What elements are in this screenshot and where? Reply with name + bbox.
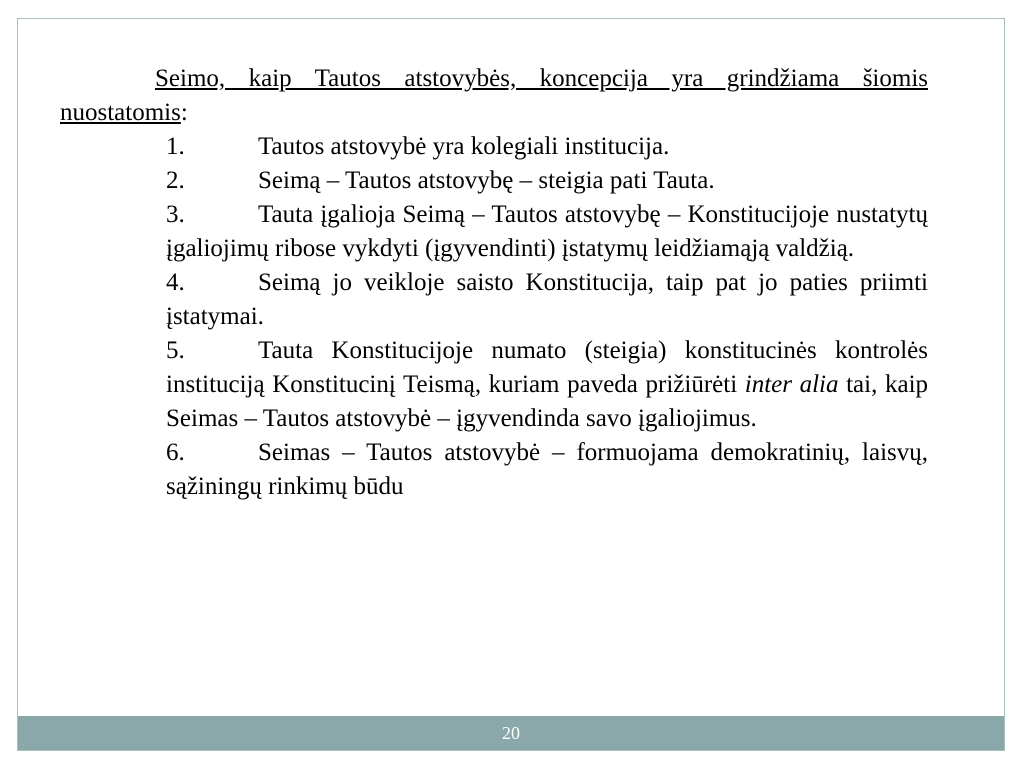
list-item-4 xyxy=(166,266,928,334)
list-number: 4. xyxy=(166,269,185,296)
list-item-text: Seimą – Tautos atstovybę – steigia pati Tauta. xyxy=(258,167,715,194)
list-number: 6. xyxy=(166,439,185,466)
list-item-3 xyxy=(166,198,928,266)
list-item-text: Tauta įgalioja Seimą – Tautos atstovybę – Konstitucijoje nustatytų įgaliojimų ribose vykdyti (įgyvendinti) įstatymų leidžiamąją valdžią. xyxy=(166,201,928,262)
intro-colon: : xyxy=(180,99,188,126)
list-item-2 xyxy=(166,164,928,198)
list-number: 2. xyxy=(166,167,185,194)
slide xyxy=(17,18,1005,751)
intro-underlined-text: Seimo, kaip Tautos atstovybės, koncepcija yra grindžiama šiomis nuostatomis xyxy=(60,65,928,126)
list-item-6 xyxy=(166,436,928,504)
page-number: 20 xyxy=(502,723,520,743)
list-item-text: Seimą jo veikloje saisto Konstitucija, taip pat jo paties priimti įstatymai. xyxy=(166,269,928,330)
list-number: 3. xyxy=(166,201,185,228)
list-item-text-continued: tai, kaip Seimas – Tautos atstovybė – įgyvendinda savo įgaliojimus. xyxy=(166,371,929,432)
list-item-text: Tautos atstovybė yra kolegiali institucija. xyxy=(258,133,670,160)
intro-paragraph xyxy=(60,62,928,130)
list-item-text: Seimas – Tautos atstovybė – formuojama demokratinių, laisvų, sąžiningų rinkimų būdu xyxy=(166,439,928,500)
slide-body xyxy=(60,62,928,504)
list-item-1 xyxy=(166,130,928,164)
list-item-italic-text: inter alia xyxy=(744,371,839,398)
list-item-text: Tauta Konstitucijoje numato (steigia) konstitucinės kontrolės instituciją Konstitucinį Teismą, kuriam paveda prižiūrėti xyxy=(166,337,928,398)
footer-bar xyxy=(18,716,1004,750)
list-item-5 xyxy=(166,334,928,436)
list-number: 1. xyxy=(166,133,185,160)
list-number: 5. xyxy=(166,337,185,364)
